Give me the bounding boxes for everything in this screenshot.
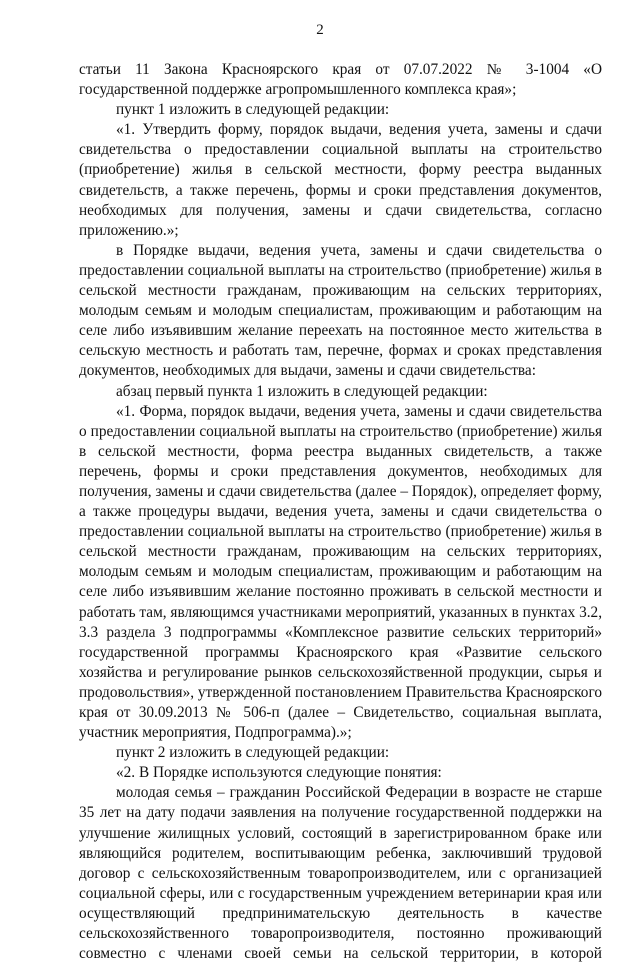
paragraph-1: статьи 11 Закона Красноярского края от 07.07.2022 № 3-1004 «О государственной поддержке агропромышленного комплекса края»; xyxy=(79,61,602,99)
paragraph-6: «1. Форма, порядок выдачи, ведения учета, замены и сдачи свидетельства о предоставлении социальной выплаты на строительство (приобретение) жилья в сельской местности, форма реестра выданных свидетельств, а также перечень, формы и сроки представления документов, необходимых для получения, замены и сдачи свидетельства (далее – Порядок), определяет форму, а также процедуры выдачи, ведения учета, замены и сдачи свидетельства о предоставлении социальной выплаты на строительство (приобретение) жилья в сельской местности гражданам, проживающим на сельских территориях, молодым семьям и молодым специалистам, проживающим и работающим на селе либо изъявившим желание постоянно проживать в сельской местности и работать там, являющимся участниками мероприятий, указанных в пунктах 3.2, 3.3 раздела 3 подпрограммы «Комплексное развитие сельских территорий» государственной программы Красноярского края «Развитие сельского хозяйства и регулирование рынков сельскохозяйственной продукции, сырья и продовольствия», утвержденной постановлением Правительства Красноярского края от 30.09.2013 № 506-п (далее – Свидетельство, социальная выплата, участник мероприятия, Подпрограмма).»; xyxy=(79,402,603,742)
paragraph-3: «1. Утвердить форму, порядок выдачи, ведения учета, замены и сдачи свидетельства о предоставлении социальной выплаты на строительство (приобретение) жилья в сельской местности, форму реестра выданных свидетельств, а также перечень, формы и сроки представления документов, необходимых для получения, замены и сдачи свидетельства, согласно приложению.»; xyxy=(79,121,602,239)
paragraph-8: «2. В Порядке используются следующие понятия: xyxy=(116,764,442,782)
paragraph-2: пункт 1 изложить в следующей редакции: xyxy=(116,101,390,119)
paragraph-7: пункт 2 изложить в следующей редакции: xyxy=(116,744,390,762)
page-number: 2 xyxy=(316,22,324,38)
paragraph-5: абзац первый пункта 1 изложить в следующей редакции: xyxy=(116,382,488,400)
paragraph-9: молодая семья – гражданин Российской Федерации в возрасте не старше 35 лет на дату подачи заявления на получение государственной поддержки на улучшение жилищных условий, состоящий в зарегистрированном браке или являющийся родителем, воспитывающим ребенка, заключивший трудовой договор с сельскохозяйственным товаропроизводителем, или с организацией социальной сферы, или с государственным учреждением ветеринарии края или осуществляющий предпринимательскую деятельность в качестве сельскохозяйственного товаропроизводителя, постоянно проживающий совместно с членами своей семьи на сельской территории, в которой xyxy=(79,784,602,963)
document-body xyxy=(79,60,602,964)
paragraph-4: в Порядке выдачи, ведения учета, замены и сдачи свидетельства о предоставлении социальной выплаты на строительство (приобретение) жилья в сельской местности гражданам, проживающим на сельских территориях, молодым семьям и молодым специалистам, проживающим и работающим на селе либо изъявившим желание переехать на постоянное место жительства в сельскую местность и работать там, перечне, формах и сроках представления документов, необходимых для выдачи, замены и сдачи свидетельства: xyxy=(79,241,602,380)
